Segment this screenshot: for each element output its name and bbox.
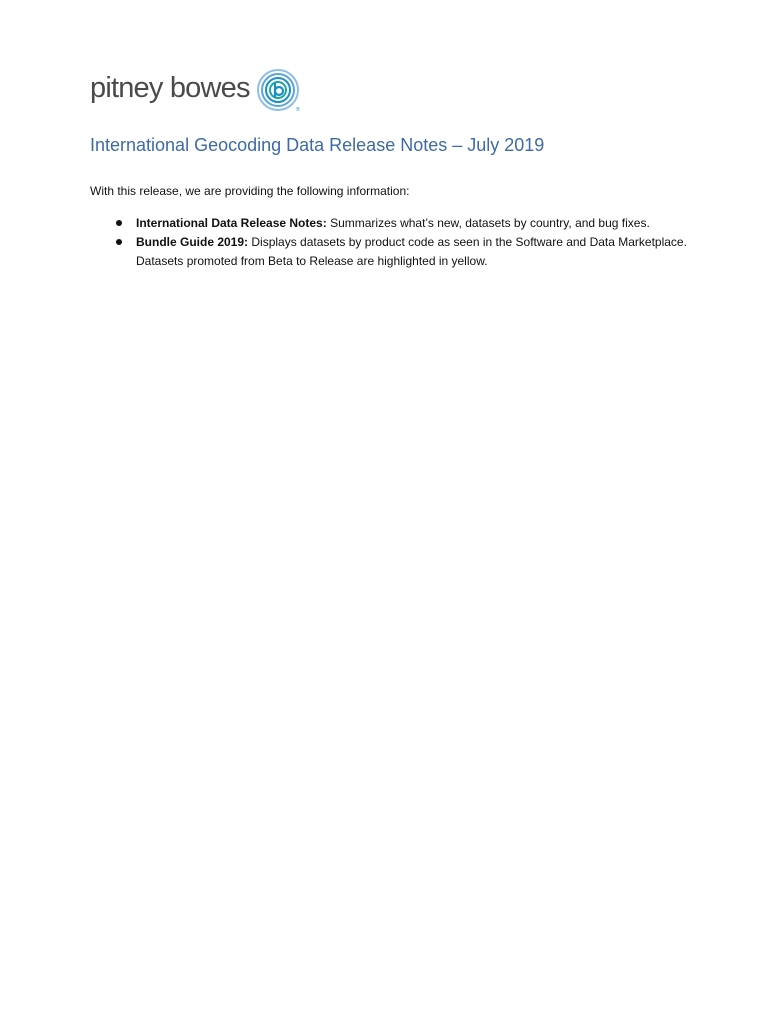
logo-wordmark: pitney bowes: [90, 71, 250, 104]
svg-text:®: ®: [295, 107, 300, 113]
bullet-icon: [116, 220, 122, 226]
list-item-heading: Bundle Guide 2019:: [136, 235, 249, 249]
list-item-text: Summarizes what’s new, datasets by country, and bug fixes.: [326, 216, 650, 230]
list-item: [90, 233, 690, 271]
bullet-icon: [116, 239, 122, 245]
intro-paragraph: With this release, we are providing the following information:: [90, 184, 410, 198]
list-item: [90, 214, 690, 233]
document-title: International Geocoding Data Release Notes – July 2019: [90, 135, 545, 155]
pitney-bowes-target-icon: [256, 67, 302, 113]
list-item-heading: International Data Release Notes:: [136, 216, 327, 230]
list-item-text: Displays datasets by product code as seen in the Software and Data Marketplace. Datasets promoted from Beta to Release are highlighted in yellow.: [136, 235, 687, 268]
info-list: [90, 214, 690, 271]
pitney-bowes-logo: [90, 66, 302, 114]
